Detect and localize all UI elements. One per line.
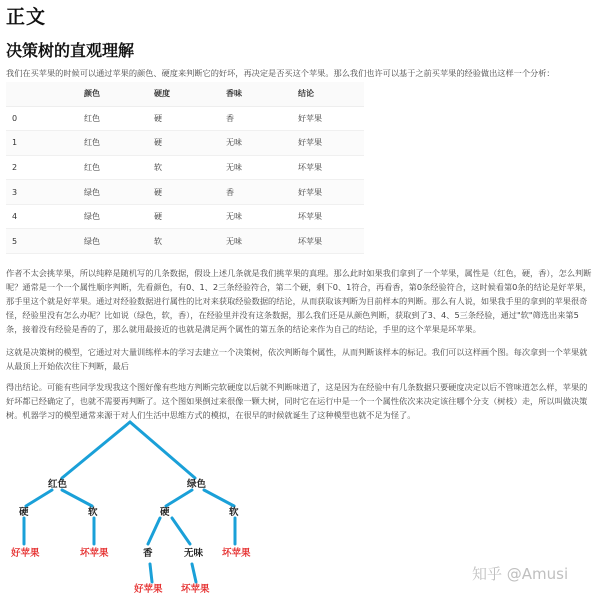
table-cell: 5 <box>6 229 78 254</box>
table-cell: 无味 <box>220 204 292 229</box>
section-title: 决策树的直观理解 <box>6 41 135 60</box>
table-cell: 硬 <box>148 131 220 156</box>
table-header: 香味 <box>220 82 292 106</box>
tree-node-soft-right: 软 <box>229 507 239 518</box>
table-cell: 硬 <box>148 180 220 205</box>
explanation-paragraph: 作者不太会挑苹果，所以纯粹是随机写的几条数据，假设上述几条就是我们挑苹果的真理。那么此时如果我们拿到了一个苹果，属性是（红色，硬，香），怎么判断呢？通常是一个一个属性顺序判断，先看颜色，有0、1、2三条经验符合，第二个硬，剩下0、1符合，再看香，第0条经验符合，这时候看第0条的结论是好苹果，那手里这个就是好苹果。通过对经验数据进行属性的比对来获取经验数据的结论，从而获取该判断为目前样本的判断。那么有人说，如果我手里的拿到的苹果很奇怪，经验里没有怎么办呢？比如说（绿色，软，香），在经验里并没有这条数据，那么我们还是从颜色判断，获取到了3、4、5三条经验，通过"软"筛选出来第5条，接着没有经验是香的了，那么就用最接近的也就是满足两个属性的第五条的结论来作为自己的结论，手里的这个苹果是坏苹果。 <box>6 268 592 334</box>
tree-node-soft-left: 软 <box>88 507 98 518</box>
branch-green-hard <box>166 490 192 506</box>
table-cell: 软 <box>148 229 220 254</box>
table-row <box>6 180 364 205</box>
zhihu-watermark: 知乎 @Amusi <box>472 565 569 583</box>
table-cell: 1 <box>6 131 78 156</box>
table-cell: 坏苹果 <box>292 204 364 229</box>
branch-red-hard <box>26 490 52 506</box>
branch-root-left <box>62 422 130 478</box>
table-row <box>6 131 364 156</box>
apple-data-table <box>6 82 364 254</box>
tree-leaf-good-apple: 好苹果 <box>11 548 40 559</box>
intro-paragraph: 我们在买苹果的时候可以通过苹果的颜色、硬度来判断它的好坏，再决定是否买这个苹果。那么我们也许可以基于之前买苹果的经验做出这样一个分析： <box>6 68 555 78</box>
table-cell: 3 <box>6 180 78 205</box>
table-header: 颜色 <box>78 82 148 106</box>
table-cell: 好苹果 <box>292 106 364 131</box>
branch-tasteless-bad <box>192 564 196 582</box>
table-row <box>6 204 364 229</box>
table-cell: 软 <box>148 155 220 180</box>
page-title: 正文 <box>6 6 47 28</box>
table-cell: 红色 <box>78 106 148 131</box>
table-cell: 硬 <box>148 204 220 229</box>
tree-leaf-bad-apple: 坏苹果 <box>222 548 251 559</box>
table-cell: 无味 <box>220 155 292 180</box>
branch-fragrant-good <box>150 564 152 582</box>
table-cell: 好苹果 <box>292 180 364 205</box>
tree-node-tasteless: 无味 <box>184 548 204 559</box>
table-row <box>6 229 364 254</box>
table-header <box>6 82 78 106</box>
tree-node-hard-right: 硬 <box>160 507 170 518</box>
table-cell: 0 <box>6 106 78 131</box>
table-row <box>6 106 364 131</box>
table-header: 结论 <box>292 82 364 106</box>
branch-green-soft <box>204 490 234 506</box>
table-cell: 红色 <box>78 155 148 180</box>
branch-hard-tasteless <box>172 518 190 544</box>
table-header-row <box>6 82 364 106</box>
branch-root-right <box>130 422 195 478</box>
table-cell: 好苹果 <box>292 131 364 156</box>
tree-branches <box>24 422 235 582</box>
tree-leaf-bad-apple: 坏苹果 <box>181 584 210 595</box>
table-cell: 坏苹果 <box>292 229 364 254</box>
table-cell: 红色 <box>78 131 148 156</box>
table-cell: 绿色 <box>78 180 148 205</box>
table-cell: 硬 <box>148 106 220 131</box>
tree-leaf-good-apple: 好苹果 <box>134 584 163 595</box>
table-cell: 绿色 <box>78 204 148 229</box>
table-row <box>6 155 364 180</box>
tree-node-green: 绿色 <box>187 479 207 490</box>
tree-node-red: 红色 <box>48 479 68 490</box>
branch-hard-fragrant <box>148 518 160 544</box>
table-cell: 无味 <box>220 131 292 156</box>
table-header: 硬度 <box>148 82 220 106</box>
table-cell: 坏苹果 <box>292 155 364 180</box>
tree-node-hard-left: 硬 <box>19 507 29 518</box>
tree-node-fragrant: 香 <box>143 548 153 559</box>
table-cell: 绿色 <box>78 229 148 254</box>
branch-red-soft <box>62 490 92 506</box>
conclusion-paragraph: 得出结论。可能有些同学发现我这个图好像有些地方判断完软硬度以后就不判断味道了，这是因为在经验中有几条数据只要硬度决定以后不管味道怎么样，苹果的好坏都已经确定了，也就不需要再判断了。这个图如果倒过来很像一颗大树，同时它在运行中是一个一个属性依次来决定该往哪个分支（树枝）走，所以叫做决策树。机器学习的模型通常来源于对人们生活中思维方式的模拟，在很早的时候就诞生了这种模型也就不足为怪了。 <box>6 382 588 420</box>
table-cell: 2 <box>6 155 78 180</box>
model-paragraph: 这就是决策树的模型，它通过对大量训练样本的学习去建立一个决策树，依次判断每个属性，从而判断该样本的标记。我们可以这样画个图。每次拿到一个苹果就从最顶上开始依次往下判断，最后 <box>6 347 588 371</box>
table-cell: 4 <box>6 204 78 229</box>
tree-leaf-bad-apple: 坏苹果 <box>80 548 109 559</box>
table-cell: 无味 <box>220 229 292 254</box>
table-cell: 香 <box>220 180 292 205</box>
table-cell: 香 <box>220 106 292 131</box>
